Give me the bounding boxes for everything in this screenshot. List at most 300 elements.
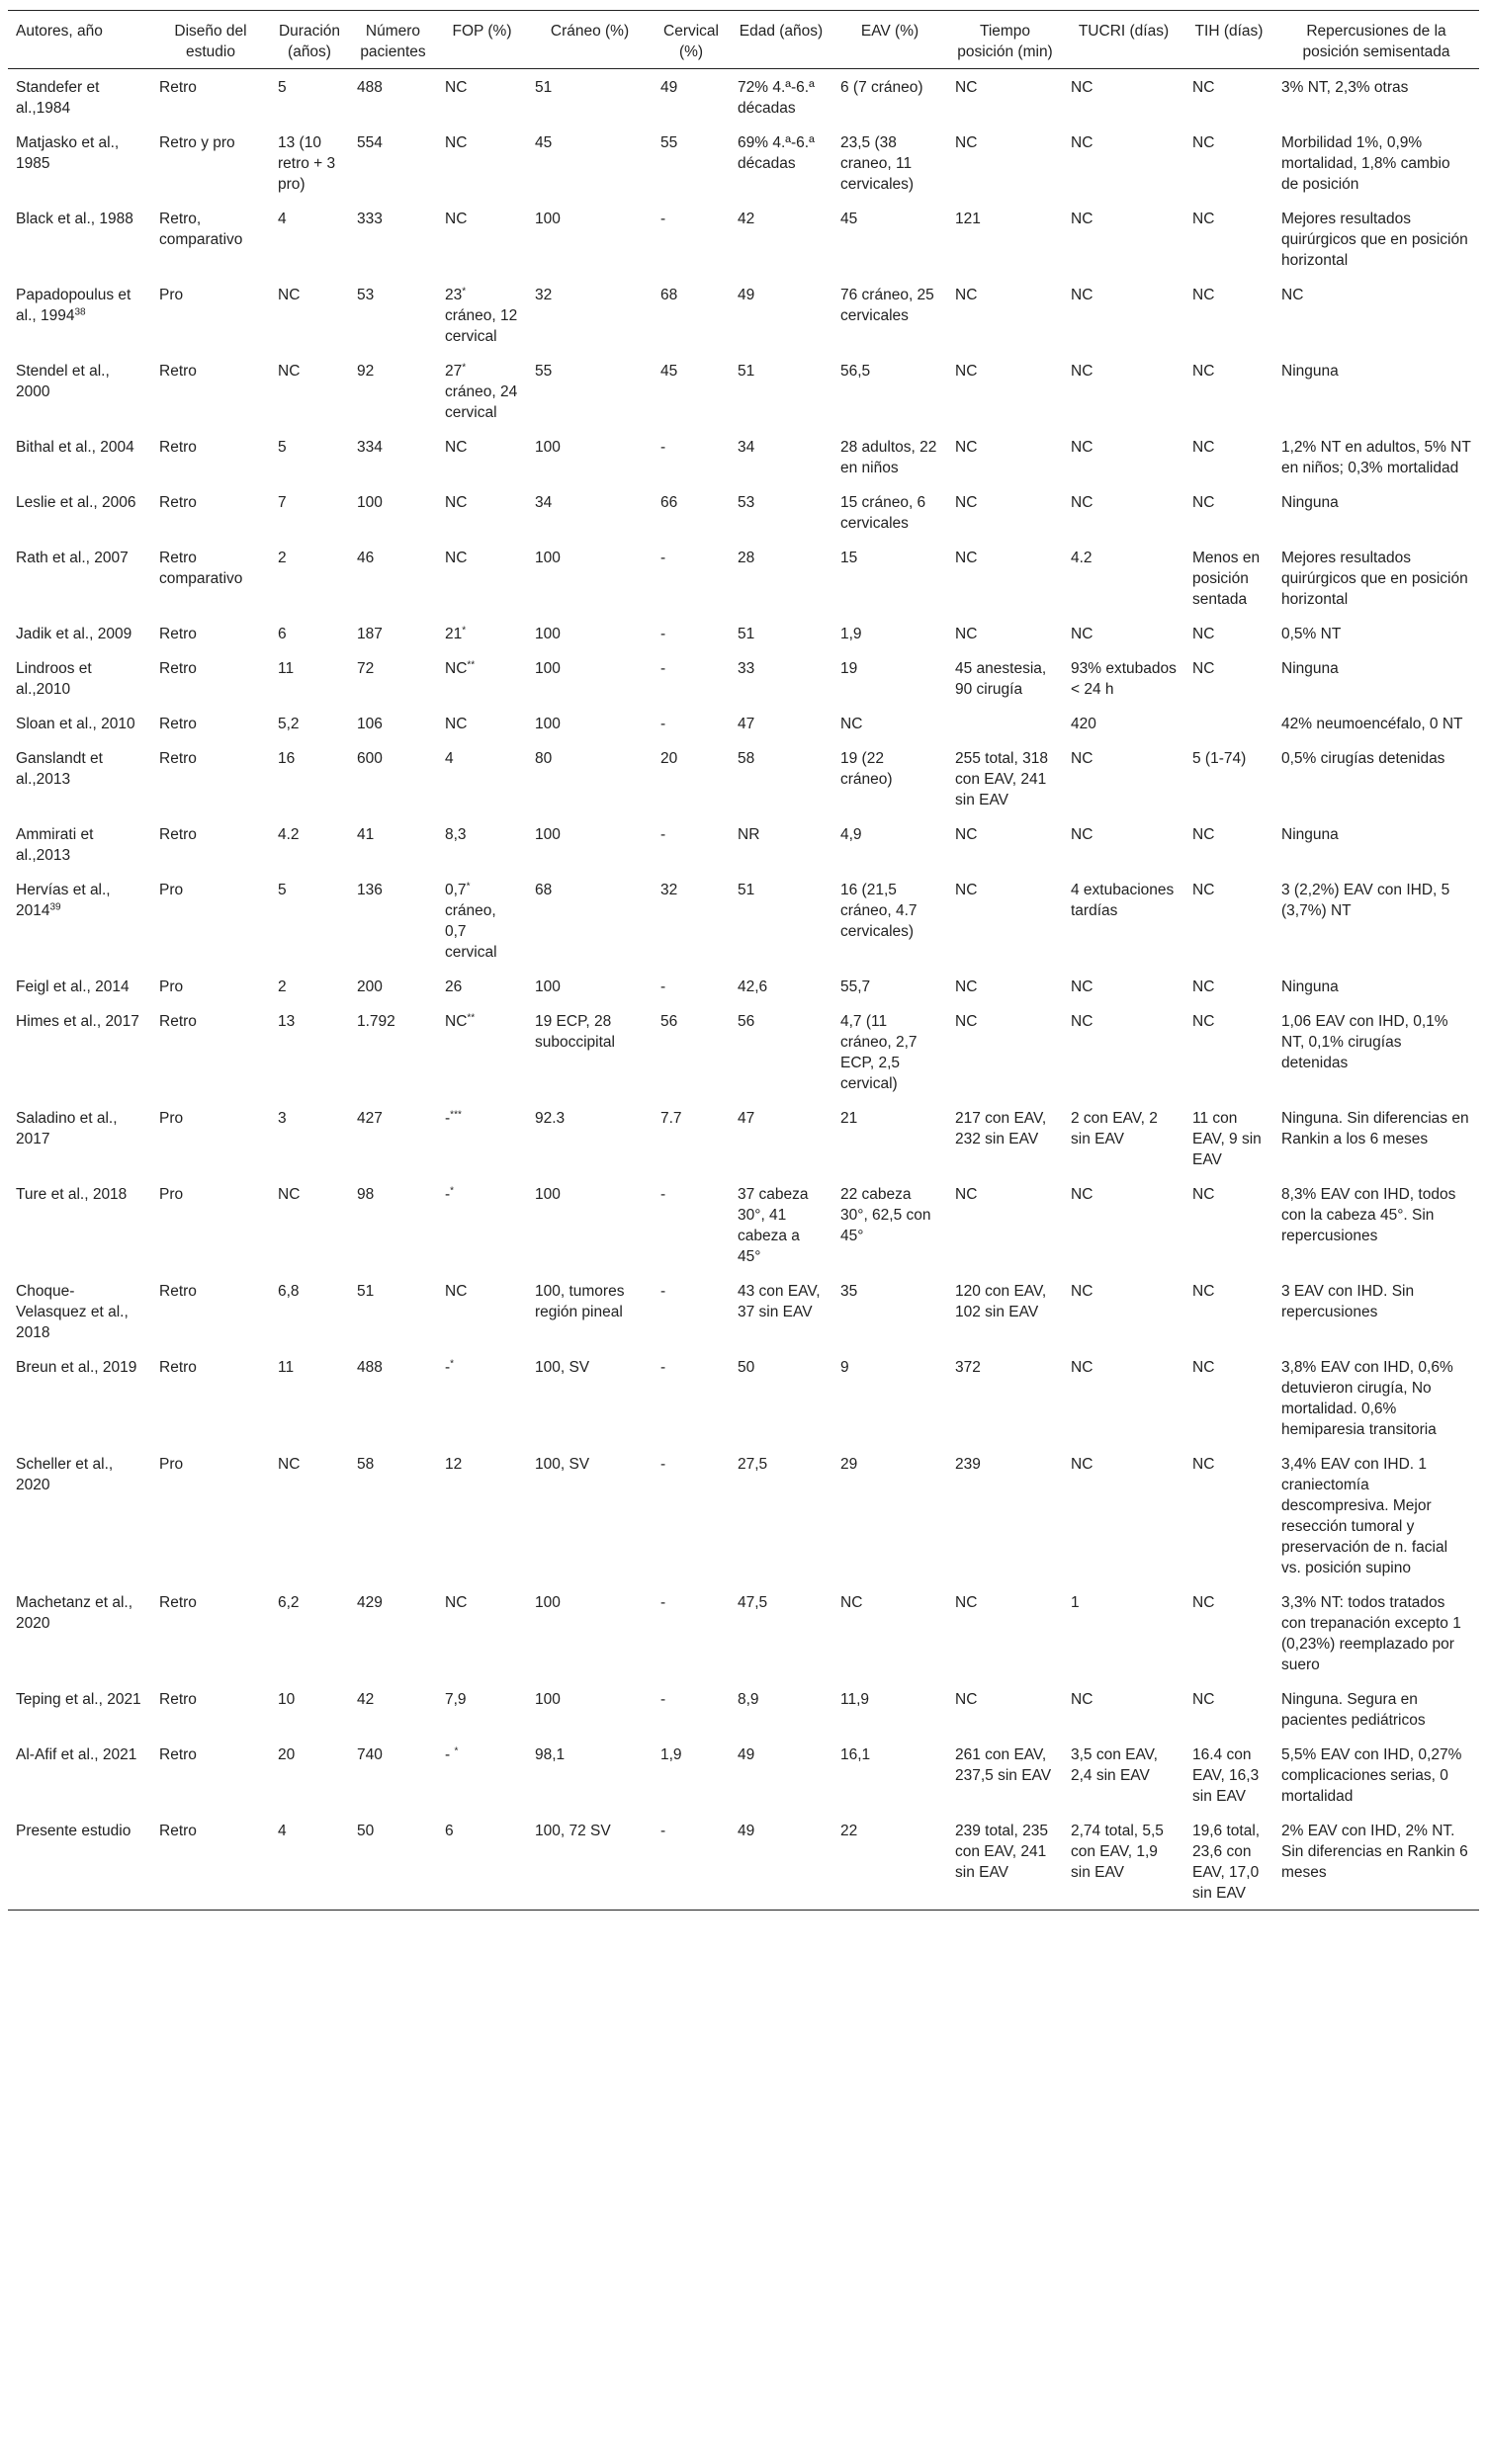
table-row [8, 1584, 1479, 1681]
cell-eav: 4,7 (11 cráneo, 2,7 ECP, 2,5 cervical) [840, 1013, 918, 1092]
cell-diseno: Pro [159, 287, 184, 303]
cell-pacientes: 46 [357, 550, 375, 566]
cell-diseno: Retro [159, 1359, 197, 1376]
cell-craneo: 100 [535, 1594, 561, 1611]
header-autores: Autores, año [8, 11, 151, 69]
cell-tih: NC [1192, 1594, 1215, 1611]
cell-fop: 0,7* cráneo, 0,7 cervical [445, 881, 497, 961]
cell-eav: 16 (21,5 cráneo, 4.7 cervicales) [840, 882, 918, 940]
cell-cervical: - [660, 626, 666, 642]
cell-repercusiones: 5,5% EAV con IHD, 0,27% complicaciones serias, 0 mortalidad [1281, 1746, 1462, 1805]
cell-diseno: Retro [151, 1813, 270, 1911]
cell-fop: NC [445, 79, 468, 96]
cell-craneo: 100 [535, 1186, 561, 1203]
cell-repercusiones: Mejores resultados quirúrgicos que en posición horizontal [1281, 550, 1468, 608]
cell-tiempo: NC [955, 626, 978, 642]
cell-cervical: - [660, 716, 666, 732]
cell-edad: 56 [738, 1013, 755, 1030]
cell-fop: NC [445, 494, 468, 511]
cell-duracion: 6,2 [278, 1594, 300, 1611]
cell-craneo: 68 [535, 882, 553, 898]
reference-superscript: 39 [49, 901, 61, 913]
cell-pacientes: 51 [357, 1283, 375, 1300]
cell-edad: 72% 4.ª-6.ª décadas [738, 79, 815, 117]
cell-edad: 8,9 [738, 1691, 759, 1708]
cell-duracion: 5 [278, 882, 287, 898]
cell-repercusiones: 1,2% NT en adultos, 5% NT en niños; 0,3% mortalidad [1281, 439, 1471, 476]
cell-autor: Lindroos et al.,2010 [16, 660, 92, 698]
table-row [8, 1273, 1479, 1349]
cell-cervical: - [660, 1456, 666, 1473]
table-row [8, 201, 1479, 277]
cell-autor: Stendel et al., 2000 [16, 363, 110, 400]
cell-edad: 50 [738, 1359, 755, 1376]
cell-craneo: 100, tumores región pineal [535, 1283, 625, 1320]
cell-edad: 37 cabeza 30°, 41 cabeza a 45° [738, 1186, 809, 1265]
cell-edad: 51 [738, 626, 755, 642]
cell-tucri: NC [1071, 494, 1093, 511]
table-header [8, 11, 1479, 69]
cell-autor: Black et al., 1988 [16, 211, 133, 227]
cell-diseno: Pro [159, 978, 184, 995]
cell-eav: 6 (7 cráneo) [840, 79, 923, 96]
cell-fop: -*** [445, 1109, 462, 1127]
cell-cervical: - [660, 550, 666, 566]
fop-footnote-mark: ** [467, 659, 476, 671]
cell-tih: NC [1192, 626, 1215, 642]
cell-tih: NC [1192, 211, 1215, 227]
table-row [8, 740, 1479, 816]
fop-footnote-mark: * [466, 881, 471, 892]
cell-tucri: NC [1071, 826, 1093, 843]
cell-tucri: NC [1071, 1359, 1093, 1376]
cell-pacientes: 72 [357, 660, 375, 677]
cell-pacientes: 1.792 [357, 1013, 395, 1030]
cell-craneo: 32 [535, 287, 553, 303]
cell-cervical: 7.7 [660, 1110, 682, 1127]
cell-tih: NC [1192, 978, 1215, 995]
cell-diseno: Retro comparativo [159, 550, 243, 587]
fop-footnote-mark: * [450, 1358, 455, 1370]
cell-diseno: Retro [159, 1594, 197, 1611]
reference-superscript: 38 [74, 306, 86, 318]
cell-autor: Choque-Velasquez et al., 2018 [16, 1283, 129, 1341]
cell-tih: NC [1192, 660, 1215, 677]
cell-tiempo: 239 total, 235 con EAV, 241 sin EAV [947, 1813, 1063, 1911]
cell-tiempo: 239 [955, 1456, 981, 1473]
cell-autor: Himes et al., 2017 [16, 1013, 139, 1030]
cell-edad: 28 [738, 550, 755, 566]
fop-footnote-mark: * [450, 1185, 455, 1197]
cell-tiempo: 372 [955, 1359, 981, 1376]
cell-duracion: 6 [278, 626, 287, 642]
cell-diseno: Retro [159, 494, 197, 511]
table-row [8, 484, 1479, 540]
header-diseno: Diseño del estudio [151, 11, 270, 69]
cell-tiempo: NC [955, 1186, 978, 1203]
cell-duracion: 4 [270, 1813, 349, 1911]
cell-cervical: 1,9 [660, 1746, 682, 1763]
cell-repercusiones: Ninguna [1281, 660, 1339, 677]
table-row [8, 816, 1479, 872]
cell-craneo: 80 [535, 750, 553, 767]
cell-edad: 51 [738, 882, 755, 898]
cell-tih: NC [1192, 134, 1215, 151]
cell-repercusiones: 3,3% NT: todos tratados con trepanación excepto 1 (0,23%) reemplazado por suero [1281, 1594, 1461, 1673]
cell-tih: 5 (1-74) [1192, 750, 1247, 767]
cell-cervical: 45 [660, 363, 678, 380]
cell-repercusiones: 2% EAV con IHD, 2% NT. Sin diferencias en Rankin 6 meses [1273, 1813, 1479, 1911]
cell-cervical: - [660, 660, 666, 677]
cell-edad: 51 [738, 363, 755, 380]
fop-footnote-mark: ** [467, 1012, 476, 1024]
cell-pacientes: 100 [357, 494, 383, 511]
cell-repercusiones: 0,5% cirugías detenidas [1281, 750, 1445, 767]
cell-pacientes: 42 [357, 1691, 375, 1708]
cell-cervical: 49 [660, 79, 678, 96]
cell-craneo: 100 [535, 439, 561, 456]
cell-repercusiones: 3,4% EAV con IHD. 1 craniectomía descompresiva. Mejor resección tumoral y preservación de n. facial vs. posición supino [1281, 1456, 1448, 1576]
cell-duracion: 5,2 [278, 716, 300, 732]
cell-tiempo: 45 anestesia, 90 cirugía [955, 660, 1047, 698]
cell-tucri: NC [1071, 134, 1093, 151]
header-eav: EAV (%) [832, 11, 947, 69]
cell-pacientes: 98 [357, 1186, 375, 1203]
cell-tucri: NC [1071, 79, 1093, 96]
cell-tiempo: NC [955, 978, 978, 995]
cell-eav: 55,7 [840, 978, 871, 995]
cell-eav: 21 [840, 1110, 858, 1127]
cell-tih: Menos en posición sentada [1192, 550, 1261, 608]
cell-autor: Matjasko et al., 1985 [16, 134, 120, 172]
cell-duracion: NC [278, 1456, 301, 1473]
studies-table [8, 10, 1479, 1911]
table-row [8, 540, 1479, 616]
cell-diseno: Retro [159, 79, 197, 96]
cell-tucri: 4 extubaciones tardías [1071, 882, 1175, 919]
cell-edad: 33 [738, 660, 755, 677]
cell-repercusiones: 1,06 EAV con IHD, 0,1% NT, 0,1% cirugías detenidas [1281, 1013, 1448, 1071]
cell-eav: 29 [840, 1456, 858, 1473]
cell-tih: 16.4 con EAV, 16,3 sin EAV [1192, 1746, 1260, 1805]
cell-duracion: 16 [278, 750, 296, 767]
cell-duracion: 6,8 [278, 1283, 300, 1300]
cell-craneo: 34 [535, 494, 553, 511]
cell-fop: 7,9 [445, 1691, 467, 1708]
table-row [8, 706, 1479, 740]
cell-duracion: 4.2 [278, 826, 300, 843]
cell-autor: Standefer et al.,1984 [16, 79, 100, 117]
cell-cervical: 55 [660, 134, 678, 151]
cell-cervical: - [660, 439, 666, 456]
cell-eav: 45 [840, 211, 858, 227]
cell-duracion: 3 [278, 1110, 287, 1127]
cell-diseno: Pro [159, 1110, 184, 1127]
cell-pacientes: 488 [357, 79, 383, 96]
table-container [8, 10, 1479, 1911]
cell-edad: NR [738, 826, 760, 843]
cell-tucri: NC [1071, 211, 1093, 227]
table-row [8, 277, 1479, 353]
cell-cervical: - [660, 978, 666, 995]
cell-duracion: 4 [278, 211, 287, 227]
cell-tiempo: NC [955, 134, 978, 151]
cell-duracion: 10 [278, 1691, 296, 1708]
cell-autor: Scheller et al., 2020 [16, 1456, 114, 1493]
table-row [8, 1100, 1479, 1176]
cell-fop: 4 [445, 750, 454, 767]
header-pacientes: Número pacientes [349, 11, 437, 69]
cell-repercusiones: 0,5% NT [1281, 626, 1342, 642]
cell-tiempo: 261 con EAV, 237,5 sin EAV [955, 1746, 1052, 1784]
cell-cervical: 56 [660, 1013, 678, 1030]
cell-autor: Leslie et al., 2006 [16, 494, 136, 511]
table-row [8, 429, 1479, 484]
cell-craneo: 100, 72 SV [527, 1813, 653, 1911]
fop-footnote-mark: * [462, 625, 467, 637]
cell-autor: Feigl et al., 2014 [16, 978, 130, 995]
cell-edad: 49 [738, 287, 755, 303]
header-duracion: Duración (años) [270, 11, 349, 69]
cell-cervical: - [660, 1691, 666, 1708]
table-row [8, 1176, 1479, 1273]
cell-pacientes: 554 [357, 134, 383, 151]
cell-tih: NC [1192, 1691, 1215, 1708]
cell-autor: Jadik et al., 2009 [16, 626, 132, 642]
cell-craneo: 100 [535, 978, 561, 995]
cell-duracion: NC [278, 1186, 301, 1203]
cell-pacientes: 136 [357, 882, 383, 898]
header-repercusiones: Repercusiones de la posición semisentada [1273, 11, 1479, 69]
cell-eav: 56,5 [840, 363, 871, 380]
cell-cervical: 66 [660, 494, 678, 511]
cell-cervical: 20 [660, 750, 678, 767]
fop-footnote-mark: * [462, 362, 467, 374]
cell-tucri: NC [1071, 1456, 1093, 1473]
cell-duracion: NC [278, 287, 301, 303]
cell-autor: Papadopoulus et al., 1994$^{38}$ [16, 287, 131, 324]
cell-fop: - * [445, 1745, 459, 1763]
cell-repercusiones: 3 EAV con IHD. Sin repercusiones [1281, 1283, 1415, 1320]
cell-tih: NC [1192, 494, 1215, 511]
cell-eav: 9 [840, 1359, 849, 1376]
cell-edad: 47,5 [738, 1594, 768, 1611]
cell-diseno: Pro [159, 1456, 184, 1473]
cell-tih: NC [1192, 1283, 1215, 1300]
header-edad: Edad (años) [730, 11, 832, 69]
cell-craneo: 100 [535, 1691, 561, 1708]
cell-autor: Rath et al., 2007 [16, 550, 129, 566]
cell-pacientes: 53 [357, 287, 375, 303]
table-row [8, 650, 1479, 706]
cell-craneo: 100 [535, 660, 561, 677]
cell-edad: 42,6 [738, 978, 768, 995]
cell-fop: NC [445, 716, 468, 732]
fop-footnote-mark: * [462, 286, 467, 297]
cell-cervical: - [660, 1283, 666, 1300]
cell-autor: Presente estudio [8, 1813, 151, 1911]
cell-duracion: 5 [278, 439, 287, 456]
cell-diseno: Retro [159, 660, 197, 677]
cell-diseno: Retro [159, 750, 197, 767]
cell-autor: Saladino et al., 2017 [16, 1110, 118, 1147]
cell-repercusiones: 42% neumoencéfalo, 0 NT [1281, 716, 1463, 732]
cell-tiempo: NC [955, 826, 978, 843]
cell-repercusiones: Ninguna [1281, 826, 1339, 843]
cell-diseno: Retro [159, 626, 197, 642]
cell-autor: Machetanz et al., 2020 [16, 1594, 133, 1632]
cell-cervical: - [653, 1813, 730, 1911]
cell-tiempo: NC [955, 1594, 978, 1611]
cell-pacientes: 488 [357, 1359, 383, 1376]
cell-craneo: 100, SV [535, 1456, 590, 1473]
cell-tiempo: NC [955, 439, 978, 456]
cell-fop: 12 [445, 1456, 463, 1473]
header-row [8, 11, 1479, 69]
cell-diseno: Retro [159, 1746, 197, 1763]
cell-pacientes: 41 [357, 826, 375, 843]
cell-repercusiones: Ninguna. Sin diferencias en Rankin a los 6 meses [1281, 1110, 1469, 1147]
cell-craneo: 92.3 [535, 1110, 566, 1127]
cell-fop: NC [445, 211, 468, 227]
cell-pacientes: 427 [357, 1110, 383, 1127]
cell-diseno: Retro [159, 439, 197, 456]
cell-pacientes: 429 [357, 1594, 383, 1611]
cell-diseno: Retro [159, 363, 197, 380]
cell-eav: 22 [832, 1813, 947, 1911]
cell-repercusiones: Morbilidad 1%, 0,9% mortalidad, 1,8% cambio de posición [1281, 134, 1450, 193]
cell-repercusiones: Ninguna [1281, 978, 1339, 995]
cell-repercusiones: 3% NT, 2,3% otras [1281, 79, 1409, 96]
cell-pacientes: 187 [357, 626, 383, 642]
header-fop: FOP (%) [437, 11, 527, 69]
cell-tucri: 93% extubados < 24 h [1071, 660, 1177, 698]
cell-pacientes: 58 [357, 1456, 375, 1473]
table-row [8, 969, 1479, 1003]
cell-edad: 49 [738, 1746, 755, 1763]
cell-fop: 21* [445, 625, 467, 642]
cell-tiempo: 120 con EAV, 102 sin EAV [955, 1283, 1047, 1320]
cell-tiempo: 255 total, 318 con EAV, 241 sin EAV [955, 750, 1048, 808]
cell-craneo: 100, SV [535, 1359, 590, 1376]
cell-duracion: 13 [278, 1013, 296, 1030]
cell-edad: 53 [738, 494, 755, 511]
cell-autor: Ganslandt et al.,2013 [16, 750, 103, 788]
table-row [8, 1349, 1479, 1446]
cell-cervical: - [660, 211, 666, 227]
cell-craneo: 100 [535, 826, 561, 843]
header-craneo: Cráneo (%) [527, 11, 653, 69]
cell-tucri: 4.2 [1071, 550, 1093, 566]
cell-tih: NC [1192, 1186, 1215, 1203]
cell-cervical: - [660, 1186, 666, 1203]
table-row [8, 1681, 1479, 1737]
cell-cervical: - [660, 826, 666, 843]
cell-craneo: 98,1 [535, 1746, 566, 1763]
cell-eav: 15 cráneo, 6 cervicales [840, 494, 926, 532]
cell-edad: 27,5 [738, 1456, 768, 1473]
cell-craneo: 51 [535, 79, 553, 96]
cell-tih: NC [1192, 79, 1215, 96]
cell-eav: 11,9 [840, 1691, 870, 1708]
cell-fop: -* [445, 1358, 455, 1376]
cell-tucri: 2 con EAV, 2 sin EAV [1071, 1110, 1158, 1147]
cell-pacientes: 334 [357, 439, 383, 456]
cell-eav: 16,1 [840, 1746, 871, 1763]
cell-tih: NC [1192, 1013, 1215, 1030]
cell-repercusiones: 8,3% EAV con IHD, todos con la cabeza 45°. Sin repercusiones [1281, 1186, 1456, 1244]
cell-eav: 35 [840, 1283, 858, 1300]
fop-footnote-mark: * [454, 1745, 459, 1757]
cell-tucri: NC [1071, 978, 1093, 995]
cell-tiempo: NC [955, 1013, 978, 1030]
cell-autor: Ture et al., 2018 [16, 1186, 128, 1203]
cell-eav: NC [840, 716, 863, 732]
cell-fop: 23* cráneo, 12 cervical [445, 286, 518, 345]
cell-autor: Hervías et al., 2014$^{39}$ [16, 882, 111, 919]
cell-duracion: 7 [278, 494, 287, 511]
cell-craneo: 19 ECP, 28 suboccipital [535, 1013, 615, 1051]
cell-pacientes: 333 [357, 211, 383, 227]
cell-tiempo: NC [955, 494, 978, 511]
cell-tucri: NC [1071, 439, 1093, 456]
cell-tih [1184, 706, 1273, 740]
cell-craneo: 100 [535, 211, 561, 227]
cell-tih: NC [1192, 363, 1215, 380]
cell-duracion: 13 (10 retro + 3 pro) [278, 134, 336, 193]
cell-duracion: 20 [278, 1746, 296, 1763]
cell-cervical: - [660, 1359, 666, 1376]
table-row [8, 69, 1479, 126]
cell-duracion: NC [278, 363, 301, 380]
cell-repercusiones: Ninguna [1281, 494, 1339, 511]
cell-pacientes: 50 [349, 1813, 437, 1911]
table-row [8, 872, 1479, 969]
cell-eav: 19 [840, 660, 858, 677]
cell-tiempo: NC [955, 287, 978, 303]
cell-autor: Bithal et al., 2004 [16, 439, 134, 456]
cell-repercusiones: 3,8% EAV con IHD, 0,6% detuvieron cirugía, No mortalidad. 0,6% hemiparesia transitoria [1281, 1359, 1453, 1438]
cell-tucri: NC [1071, 626, 1093, 642]
cell-tih: NC [1192, 826, 1215, 843]
cell-autor: Al-Afif et al., 2021 [16, 1746, 137, 1763]
cell-fop: 8,3 [445, 826, 467, 843]
cell-repercusiones: Ninguna. Segura en pacientes pediátricos [1281, 1691, 1426, 1729]
cell-autor: Ammirati et al.,2013 [16, 826, 94, 864]
cell-tucri: NC [1071, 1283, 1093, 1300]
cell-duracion: 11 [278, 660, 295, 677]
fop-footnote-mark: *** [450, 1109, 462, 1121]
cell-tih: NC [1192, 287, 1215, 303]
cell-fop: 26 [445, 978, 463, 995]
header-tiempo: Tiempo posición (min) [947, 11, 1063, 69]
cell-diseno: Retro [159, 716, 197, 732]
cell-fop: NC [445, 134, 468, 151]
table-row [8, 1446, 1479, 1584]
cell-tih: 11 con EAV, 9 sin EAV [1192, 1110, 1262, 1168]
table-row [8, 1813, 1479, 1911]
cell-pacientes: 740 [357, 1746, 383, 1763]
cell-craneo: 45 [535, 134, 553, 151]
cell-fop: NC [445, 550, 468, 566]
cell-pacientes: 200 [357, 978, 383, 995]
cell-diseno: Retro [159, 826, 197, 843]
header-cervical: Cervical (%) [653, 11, 730, 69]
cell-eav: 76 cráneo, 25 cervicales [840, 287, 934, 324]
table-row [8, 1003, 1479, 1100]
cell-tiempo: NC [955, 79, 978, 96]
header-tucri: TUCRI (días) [1063, 11, 1184, 69]
